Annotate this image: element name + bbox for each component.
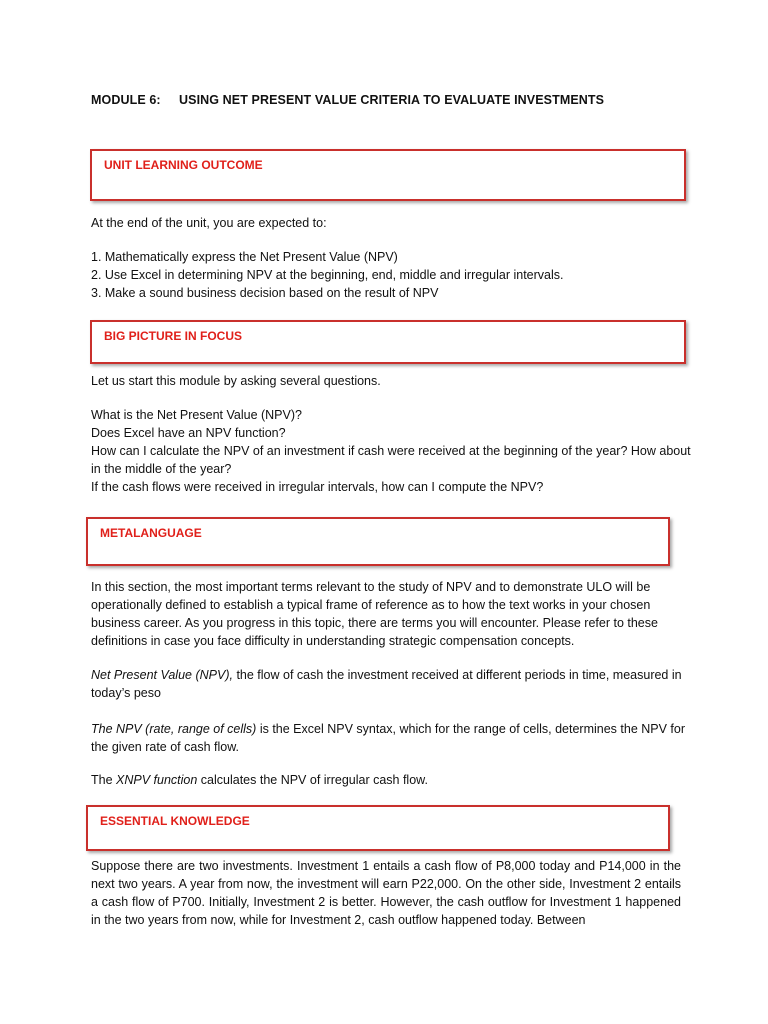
definition-prefix: The bbox=[91, 773, 117, 787]
list-item: 1. Mathematically express the Net Present Value (NPV) bbox=[91, 250, 398, 264]
definition-xnpv bbox=[91, 771, 686, 789]
section-box-essential bbox=[86, 805, 670, 851]
list-item: If the cash flows were received in irregular intervals, how can I compute the NPV? bbox=[91, 480, 544, 494]
essential-text: Suppose there are two investments. Investment 1 entails a cash flow of P8,000 today and P14,000 in the next two years. A year from now, the investment will earn P22,000. On the other side, Investment 2 entails a cash flow of P700. Initially, Investment 2 is better. However, the cash outflow for Investment 1 happened in the two years from now, while for Investment 2, cash outflow happened today. Between bbox=[91, 859, 681, 927]
metalanguage-text: In this section, the most important terms relevant to the study of NPV and to demonstrate ULO will be operationally defined to establish a typical frame of reference as to how the text works in your chosen business career. As you progress in this topic, there are terms you will encounter. Please refer to these definitions in case you face difficulty in understanding strategic compensation concepts. bbox=[91, 580, 658, 648]
definition-text: is the Excel NPV syntax, which for the range of cells, determines the NPV for the given rate of cash flow. bbox=[91, 722, 686, 754]
definition-text: calculates the NPV of irregular cash flow. bbox=[197, 773, 428, 787]
big-picture-intro: Let us start this module by asking several questions. bbox=[91, 374, 381, 388]
ulo-intro: At the end of the unit, you are expected to: bbox=[91, 216, 327, 230]
module-heading bbox=[91, 93, 604, 107]
section-title-ulo: UNIT LEARNING OUTCOME bbox=[104, 158, 263, 172]
section-box-ulo bbox=[90, 149, 686, 201]
questions-list bbox=[91, 406, 691, 496]
section-title-big-picture: BIG PICTURE IN FOCUS bbox=[104, 329, 243, 343]
module-number: MODULE 6: bbox=[91, 93, 161, 107]
section-title-essential: ESSENTIAL KNOWLEDGE bbox=[100, 814, 250, 828]
section-box-big-picture bbox=[90, 320, 686, 364]
list-item: 3. Make a sound business decision based on the result of NPV bbox=[91, 286, 439, 300]
module-title: USING NET PRESENT VALUE CRITERIA TO EVALUATE INVESTMENTS bbox=[179, 93, 605, 107]
list-item: How can I calculate the NPV of an investment if cash were received at the beginning of the year? How about in the middle of the year? bbox=[91, 444, 691, 476]
definition-syntax bbox=[91, 720, 686, 756]
ulo-list bbox=[91, 248, 691, 302]
list-item: 2. Use Excel in determining NPV at the beginning, end, middle and irregular intervals. bbox=[91, 268, 564, 282]
list-item: Does Excel have an NPV function? bbox=[91, 426, 286, 440]
section-box-metalanguage bbox=[86, 517, 670, 566]
definition-term: The NPV (rate, range of cells) bbox=[91, 722, 257, 736]
definition-term: XNPV function bbox=[116, 773, 198, 787]
definition-term: Net Present Value (NPV), bbox=[91, 668, 233, 682]
section-title-metalanguage: METALANGUAGE bbox=[100, 526, 202, 540]
definition-text: the flow of cash the investment received at different periods in time, measured in today’s peso bbox=[91, 668, 682, 700]
list-item: What is the Net Present Value (NPV)? bbox=[91, 408, 302, 422]
definition-npv bbox=[91, 666, 686, 702]
